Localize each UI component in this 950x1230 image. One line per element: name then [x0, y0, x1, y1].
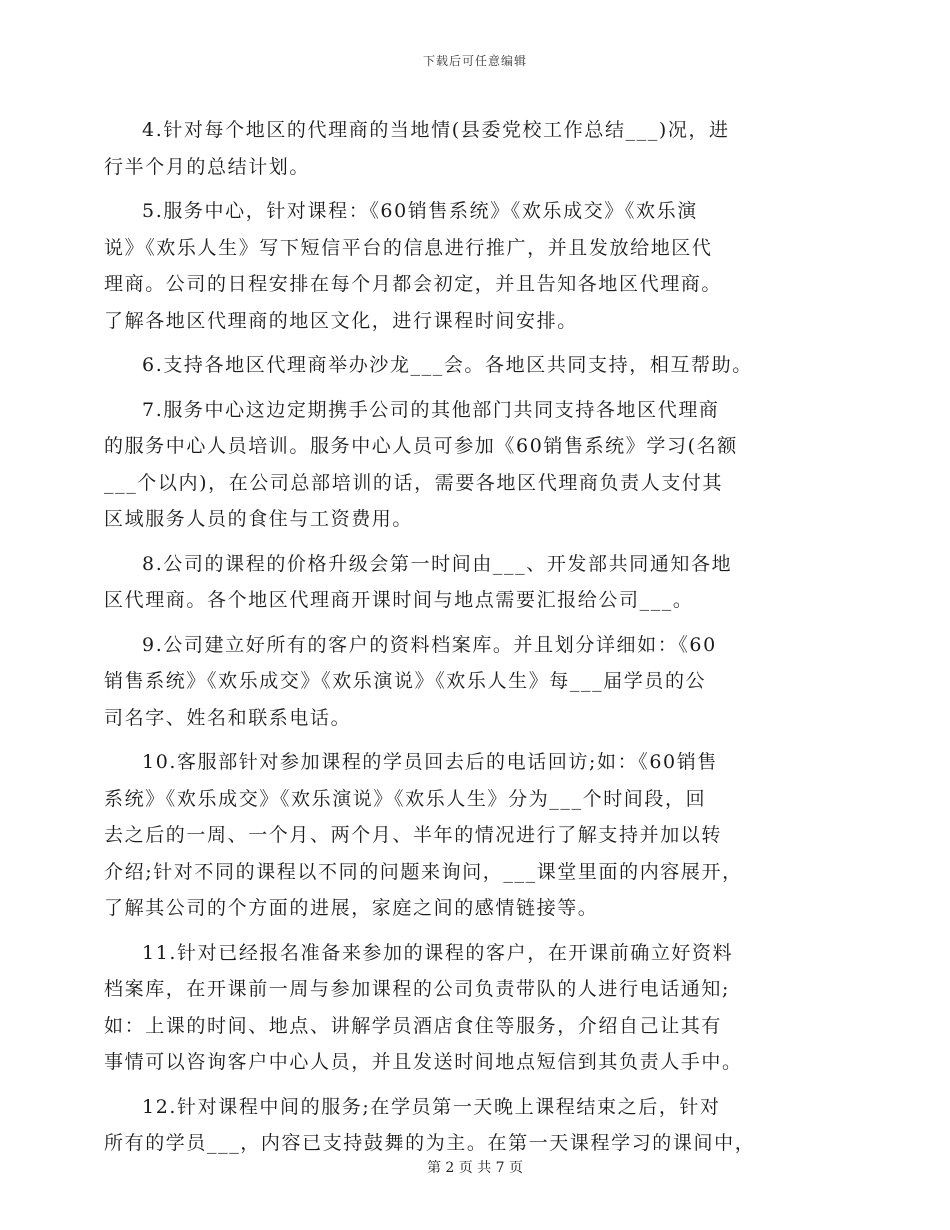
text-line: 行半个月的总结计划。: [104, 155, 311, 178]
paragraph: [104, 1089, 810, 1162]
paragraph: [104, 112, 810, 185]
text-line: 档案库，在开课前一周与参加课程的公司负责带队的人进行电话通知;: [104, 978, 731, 1000]
page-number: 第 2 页 共 7 页: [426, 1160, 524, 1176]
paragraph: [104, 935, 810, 1081]
text-line: ___个以内)，在公司总部培训的话，需要各地区代理商负责人支付其: [104, 471, 724, 494]
text-line: 8.公司的课程的价格升级会第一时间由___、开发部共同通知各地: [142, 552, 733, 575]
text-line: 的服务中心人员培训。服务中心人员可参加《60销售系统》学习(名额: [104, 435, 738, 457]
text-line: 6.支持各地区代理商举办沙龙___会。各地区共同支持，相互帮助。: [142, 354, 753, 376]
text-line: 所有的学员___，内容已支持鼓舞的为主。在第一天课程学习的课间中，: [104, 1132, 756, 1154]
text-line: 5.服务中心，针对课程：《60销售系统》《欢乐成交》《欢乐演: [142, 200, 698, 222]
text-line: 区域服务人员的食住与工资费用。: [104, 508, 414, 530]
text-line: 区代理商。各个地区代理商开课时间与地点需要汇报给公司___。: [104, 589, 694, 611]
paragraph: [104, 546, 810, 619]
text-line: 11.针对已经报名准备来参加的课程的客户，在开课前确立好资料: [142, 941, 734, 964]
document-body: [104, 112, 810, 1170]
page-header: 下载后可任意编辑: [422, 54, 527, 68]
text-line: 司名字、姓名和联系电话。: [104, 706, 352, 729]
text-line: 9.公司建立好所有的客户的资料档案库。并且划分详细如：《60: [142, 633, 717, 656]
text-line: 4.针对每个地区的代理商的当地情(县委党校工作总结___)况，进: [142, 119, 730, 141]
text-line: 销售系统》《欢乐成交》《欢乐演说》《欢乐人生》每___届学员的公: [104, 670, 707, 692]
text-line: 12.针对课程中间的服务;在学员第一天晚上课程结束之后，针对: [142, 1095, 721, 1118]
paragraph: [104, 744, 810, 927]
text-line: 如：上课的时间、地点、讲解学员酒店食住等服务，介绍自己让其有: [104, 1014, 723, 1037]
text-line: 系统》《欢乐成交》《欢乐演说》《欢乐人生》分为___个时间段，回: [104, 787, 707, 810]
text-line: 介绍;针对不同的课程以不同的问题来询问，___课堂里面的内容展开，: [104, 860, 743, 883]
paragraph: [142, 347, 810, 384]
paragraph: [104, 627, 810, 737]
text-line: 去之后的一周、一个月、两个月、半年的情况进行了解支持并加以转: [104, 824, 723, 846]
text-line: 事情可以咨询客户中心人员，并且发送时间地点短信到其负责人手中。: [104, 1051, 743, 1073]
text-line: 了解其公司的个方面的进展，家庭之间的感情链接等。: [104, 897, 599, 919]
text-line: 了解各地区代理商的地区文化，进行课程时间安排。: [104, 309, 578, 332]
text-line: 说》《欢乐人生》写下短信平台的信息进行推广，并且发放给地区代: [104, 236, 713, 259]
paragraph: [104, 392, 810, 538]
text-line: 理商。公司的日程安排在每个月都会初定，并且告知各地区代理商。: [104, 273, 723, 295]
paragraph: [104, 193, 810, 339]
text-line: 7.服务中心这边定期携手公司的其他部门共同支持各地区代理商: [142, 398, 720, 421]
text-line: 10.客服部针对参加课程的学员回去后的电话回访;如：《60销售: [142, 751, 718, 773]
